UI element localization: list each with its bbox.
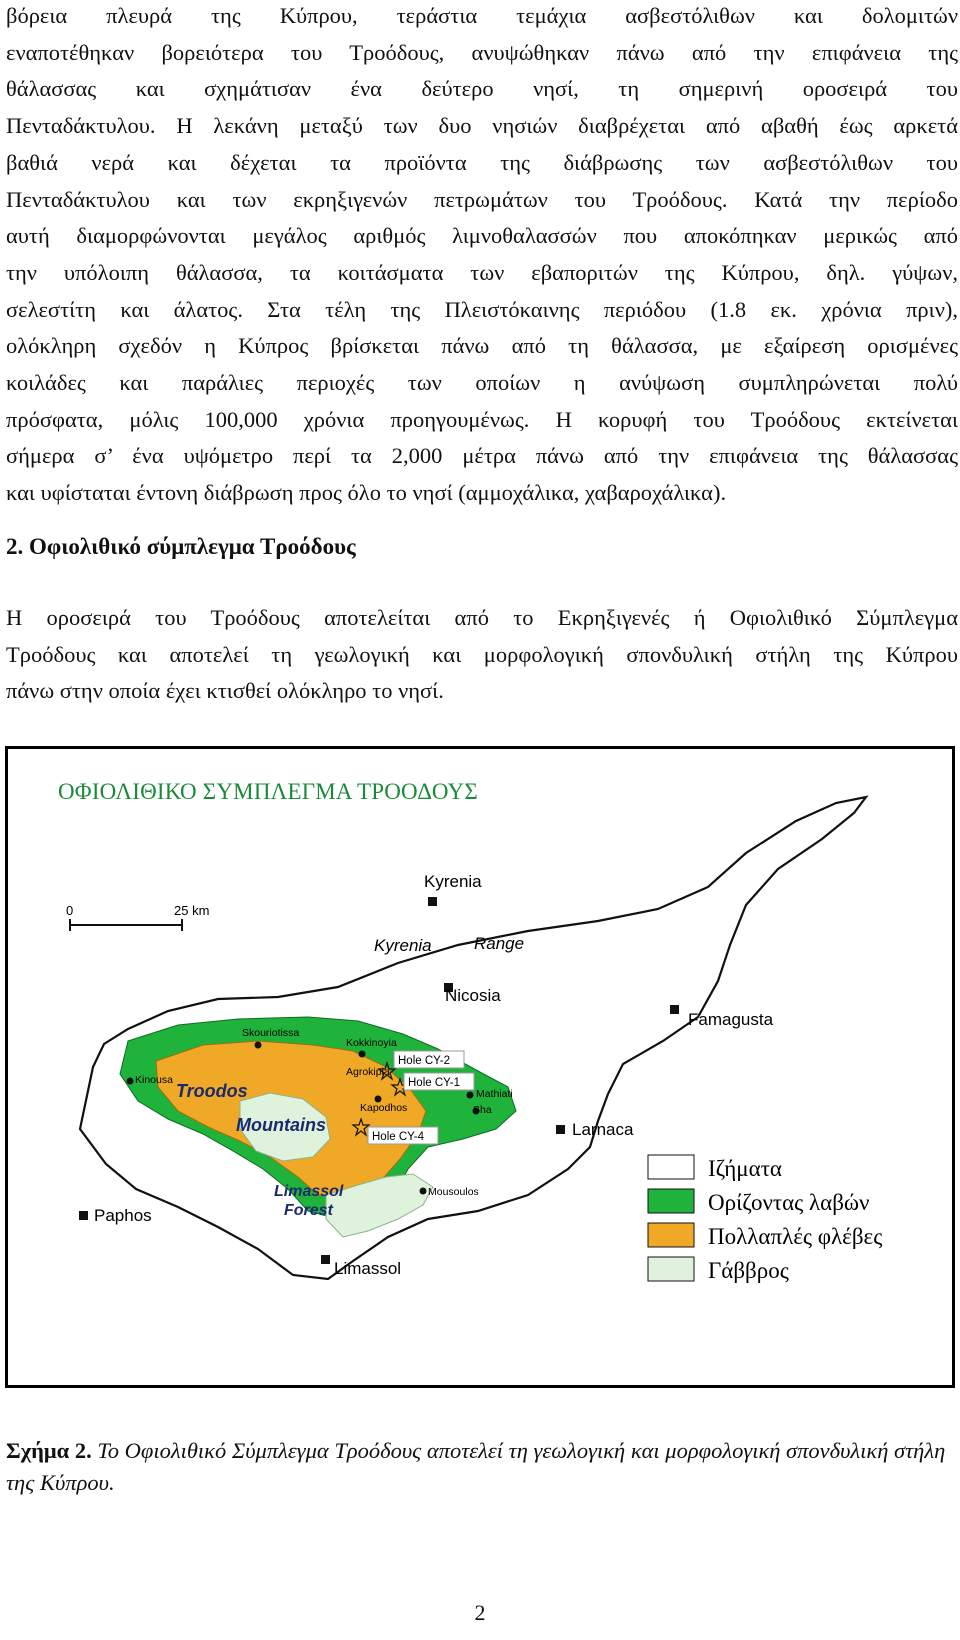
label-limassol-forest-2: Forest — [284, 1202, 333, 1219]
label-paphos: Paphos — [94, 1206, 152, 1225]
label-kapodhos: Kapodhos — [360, 1102, 408, 1114]
label-nicosia: Nicosia — [445, 986, 501, 1005]
legend-swatch — [648, 1155, 694, 1179]
cyprus-map — [8, 749, 952, 1385]
text-line: και υφίσταται έντονη διάβρωση προς όλο το νησί (αμμοχάλικα, χαβαροχάλικα). — [6, 480, 727, 506]
label-hole-cy2: Hole CY-2 — [398, 1055, 450, 1067]
text-line: Η οροσειρά του Τροόδους αποτελείται από το Εκρηξιγενές ή Οφιολιθικό Σύμπλεγμα — [6, 605, 958, 630]
figure-caption — [6, 1435, 958, 1499]
legend-swatch — [648, 1223, 694, 1247]
text-line: πάνω στην οποία έχει κτισθεί ολόκληρο το νησί. — [6, 678, 444, 704]
text-line: Τροόδους και αποτελεί τη γεωλογική και μορφολογική σπονδυλική στήλη της Κύπρου — [6, 641, 958, 667]
label-kyrenia-range-1: Kyrenia — [374, 936, 432, 955]
figure-title: ΟΦΙΟΛΙΘΙΚΟ ΣΥΜΠΛΕΓΜΑ ΤΡΟΟΔΟΥΣ — [58, 779, 478, 804]
legend — [648, 1155, 882, 1283]
label-limassol-forest-1: Limassol — [274, 1183, 344, 1200]
caption-text: Το Οφιολιθικό Σύμπλεγμα Τροόδους αποτελεί τη γεωλογική και μορφολογική σπονδυλική στήλη της Κύπρου. — [6, 1438, 946, 1495]
label-larnaca: Larnaca — [572, 1120, 634, 1139]
legend-swatch — [648, 1189, 694, 1213]
label-kyrenia-range-2: Range — [474, 934, 525, 953]
paragraph-troodos-intro — [6, 600, 958, 710]
label-kokkinoyia: Kokkinoyia — [346, 1037, 397, 1049]
label-sha: Sha — [473, 1104, 492, 1116]
text-line: αυτή διαμορφώνονται μεγάλος αριθμός λιμνοθαλασσών που αποκόπηκαν μερικώς από — [6, 223, 958, 249]
scale-end: 25 km — [174, 903, 210, 918]
label-limassol: Limassol — [334, 1259, 402, 1278]
label-troodos-2: Mountains — [236, 1115, 326, 1135]
text-line: σελεστίτη και άλατος. Στα τέλη της Πλειστόκαινης περιόδου (1.8 εκ. χρόνια πριν), — [6, 296, 958, 322]
caption-label: Σχήμα 2. — [6, 1438, 92, 1463]
scale-bar — [66, 903, 209, 931]
legend-label: Ιζήματα — [708, 1156, 782, 1181]
label-famagusta: Famagusta — [688, 1010, 774, 1029]
label-hole-cy4: Hole CY-4 — [372, 1131, 424, 1143]
section-heading: 2. Οφιολιθικό σύμπλεγμα Τροόδους — [6, 534, 356, 559]
label-mousoulos: Mousoulos — [428, 1186, 479, 1198]
legend-label: Γάββρος — [708, 1258, 789, 1283]
figure-troodos-map — [5, 746, 955, 1388]
text-line: βόρεια πλευρά της Κύπρου, τεράστια τεμάχια ασβεστόλιθων και δολομιτών — [6, 3, 958, 28]
label-kinousa: Kinousa — [135, 1074, 173, 1086]
label-skouriotissa: Skouriotissa — [242, 1027, 300, 1039]
text-line: Πενταδάκτυλου και των εκρηξιγενών πετρωμάτων του Τροόδους. Κατά την περίοδο — [6, 186, 958, 212]
page-number: 2 — [474, 1600, 486, 1625]
text-line: σήμερα σ’ ένα υψόμετρο περί τα 2,000 μέτρα πάνω από την επιφάνεια της θάλασσας — [6, 443, 958, 469]
label-kyrenia: Kyrenia — [424, 872, 482, 891]
label-hole-cy1: Hole CY-1 — [408, 1077, 460, 1089]
paragraph-geology-history — [6, 0, 958, 512]
text-line: ολόκληρη σχεδόν η Κύπρος βρίσκεται πάνω από τη θάλασσα, με εξαίρεση ορισμένες — [6, 333, 958, 359]
legend-swatch — [648, 1257, 694, 1281]
scale-start: 0 — [66, 903, 74, 918]
label-mathiati: Mathiati — [476, 1088, 513, 1100]
legend-label: Πολλαπλές φλέβες — [708, 1224, 883, 1249]
text-line: κοιλάδες και παράλιες περιοχές των οποίων η ανύψωση συμπληρώνεται πολύ — [6, 370, 958, 396]
legend-label: Ορίζοντας λαβών — [708, 1190, 870, 1215]
text-line: θάλασσας και σχημάτισαν ένα δεύτερο νησί, τη σημερινή οροσειρά του — [6, 76, 958, 102]
label-troodos-1: Troodos — [176, 1081, 248, 1101]
text-line: βαθιά νερά και δέχεται τα προϊόντα της διάβρωσης των ασβεστόλιθων του — [6, 149, 958, 175]
label-agrokipia: Agrokipia — [346, 1066, 390, 1078]
text-line: την υπόλοιπη θάλασσα, τα κοιτάσματα των εβαποριτών της Κύπρου, δηλ. γύψων, — [6, 259, 958, 285]
text-line: εναποτέθηκαν βορειότερα του Τροόδους, ανυψώθηκαν πάνω από την επιφάνεια της — [6, 39, 958, 65]
text-line: πρόσφατα, μόλις 100,000 χρόνια προηγουμένως. Η κορυφή του Τροόδους εκτείνεται — [6, 406, 958, 432]
text-line: Πενταδάκτυλου. Η λεκάνη μεταξύ των δυο νησιών διαβρέχεται από αβαθή έως αρκετά — [6, 113, 958, 139]
